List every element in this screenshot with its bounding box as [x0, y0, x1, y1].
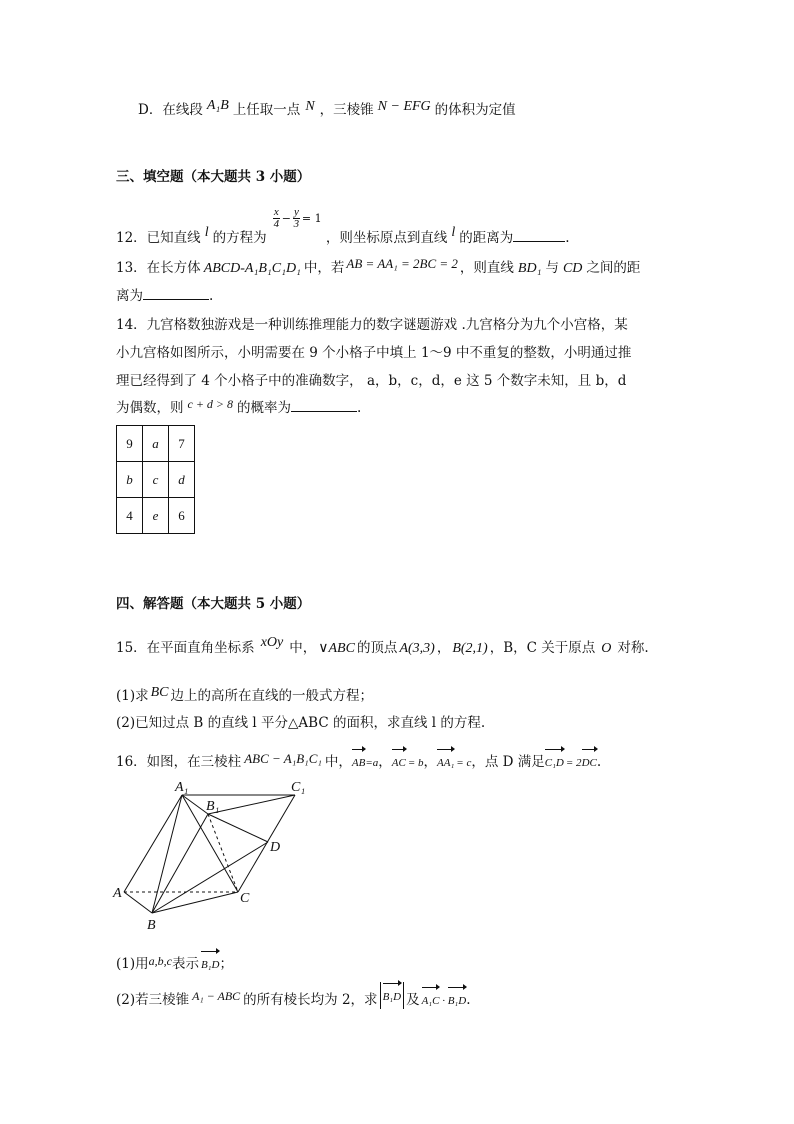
- question-15-part-2: (2)已知过点 B 的直线 l 平分△ABC 的面积，求直线 l 的方程.: [116, 715, 486, 731]
- magnitude-bars: B₁D: [380, 982, 405, 1009]
- label-a1: A₁: [175, 780, 189, 795]
- grid-cell: 4: [117, 498, 143, 534]
- question-14-line-4: 为偶数，则 c + d > 8 的概率为 .: [116, 397, 362, 416]
- grid-cell: 7: [169, 426, 195, 462]
- option-d: D．在线段 A₁B 上任取一点 N ，三棱锥 N − EFG 的体积为定值: [138, 97, 516, 118]
- label-c: C: [240, 891, 250, 906]
- question-14-line-1: 14．九宫格数独游戏是一种训练推理能力的数字谜题游戏 .九宫格分为九个小宫格，某: [116, 317, 628, 333]
- grid-cell: e: [143, 498, 169, 534]
- edge-b1-c1: [208, 795, 295, 814]
- question-16-part-2: (2)若三棱锥 A₁ − ABC 的所有棱长均为 2，求 B₁D 及 A₁C · B₁D.: [116, 986, 471, 1013]
- question-13: 13．在长方体 ABCD-A₁B₁C₁D₁ 中，若 AB = AA₁ = 2BC = 2 ，则直线 BD₁ 与 CD 之间的距: [116, 256, 641, 276]
- grid-cell: d: [169, 462, 195, 498]
- label-c1: C₁: [291, 780, 306, 795]
- question-14-line-2: 小九宫格如图所示，小明需要在 9 个小格子中填上 1～9 中不重复的整数，小明通过推: [116, 345, 632, 361]
- label-d: D: [270, 840, 281, 855]
- label-a: A: [113, 886, 122, 901]
- grid-cell: 6: [169, 498, 195, 534]
- answer-blank-14[interactable]: [291, 397, 357, 412]
- question-15: 15．在平面直角坐标系 xOy 中， ∨ABC 的顶点 A(3,3) ， B(2,1) ，B，C 关于原点 O 对称.: [116, 635, 649, 656]
- question-15-part-1: (1)求 BC 边上的高所在直线的一般式方程；: [116, 685, 374, 704]
- grid-cell: b: [117, 462, 143, 498]
- answer-blank-12[interactable]: [513, 227, 565, 242]
- grid-cell: 9: [117, 426, 143, 462]
- edge-a-b: [124, 892, 152, 913]
- question-16: 16．如图，在三棱柱 ABC − A₁B₁C₁ 中，AB=a，AC = b，AA₁ = c，点 D 满足C₁D = 2DC.: [116, 748, 601, 775]
- edge-b-d: [152, 842, 268, 913]
- edge-b1-b: [152, 814, 208, 913]
- grid-row: [117, 426, 195, 462]
- section-4-heading: 四、解答题（本大题共 5 小题）: [116, 596, 311, 612]
- grid-row: [117, 462, 195, 498]
- grid-cell: c: [143, 462, 169, 498]
- sudoku-grid: [116, 425, 195, 534]
- edge-a1-a: [124, 795, 182, 892]
- grid-row: [117, 498, 195, 534]
- grid-cell: a: [143, 426, 169, 462]
- edge-a1-b: [152, 795, 182, 913]
- fraction-y-3: $\frac{y}{3}$: [293, 206, 300, 230]
- prism-figure: [110, 776, 310, 936]
- edge-b-c: [152, 892, 238, 913]
- label-b1: B₁: [206, 799, 220, 814]
- question-14-line-3: 理已经得到了 4 个小格子中的准确数字， a，b，c，d，e 这 5 个数字未知，且 b，d: [116, 373, 627, 389]
- fraction-x-4: $\frac{x}{4}$: [273, 206, 280, 230]
- question-12: 12．已知直线 l 的方程为 $\frac{x}{4}$ − $\frac{y}{3}$ = 1 ，则坐标原点到直线 l 的距离为 .: [116, 206, 570, 246]
- question-13-cont: 离为 .: [116, 284, 213, 308]
- question-16-part-1: (1)用a,b,c表示 B₁D；: [116, 950, 233, 977]
- edge-a1-b1: [182, 795, 208, 814]
- label-b: B: [147, 918, 156, 933]
- answer-blank-13[interactable]: [143, 285, 209, 300]
- section-3-heading: 三、填空题（本大题共 3 小题）: [116, 169, 311, 185]
